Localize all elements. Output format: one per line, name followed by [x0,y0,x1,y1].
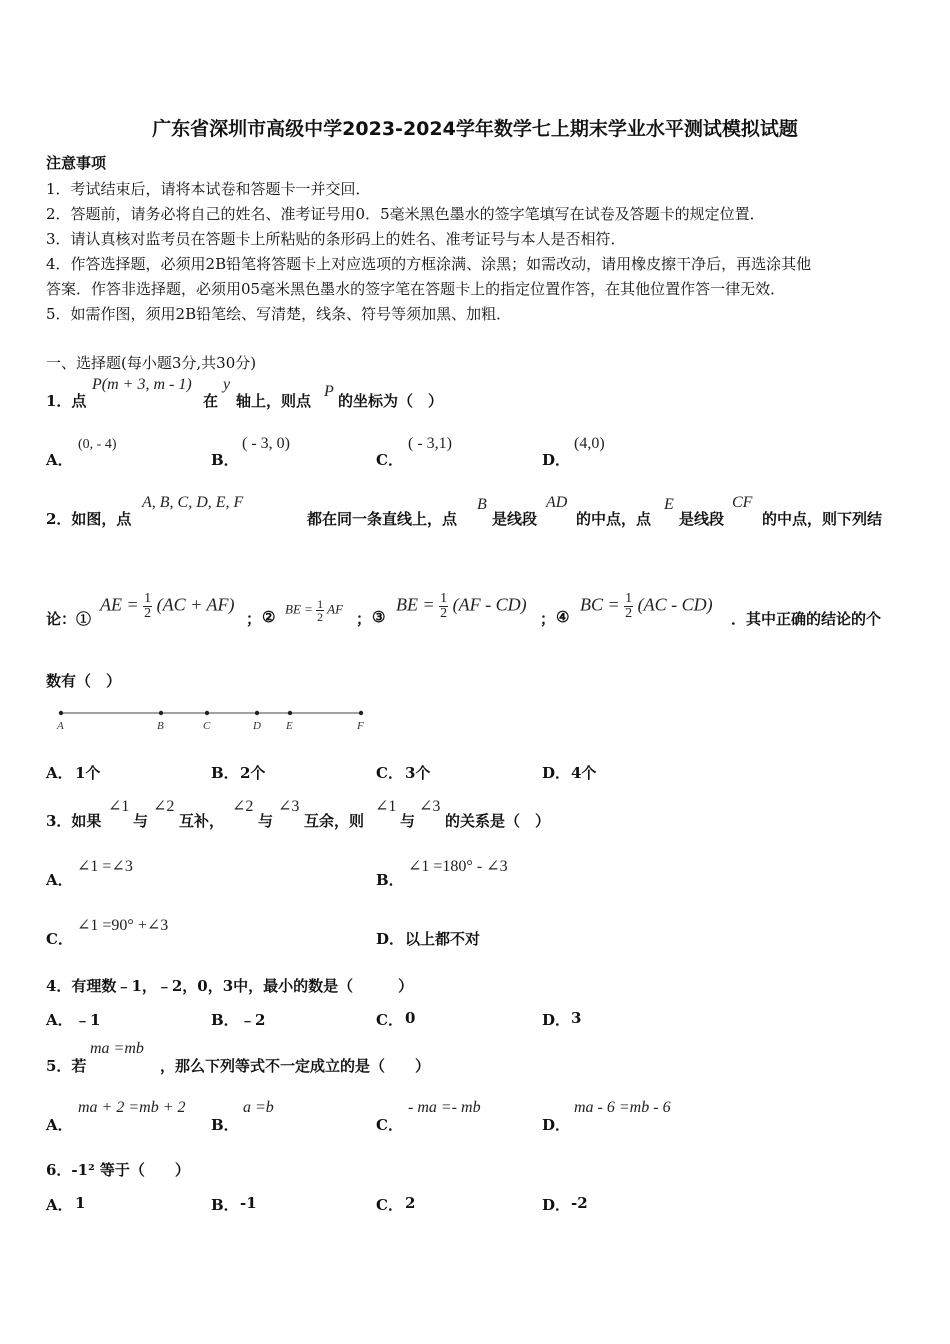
q3-option-a-label: A． [46,871,73,889]
fraction-half: $\frac{1}{2}$ [317,597,324,624]
q1-point-formula: P(m + 3, m - 1) [92,376,192,393]
q5-option-c-label: C． [376,1116,403,1134]
q2-option-a: 1个 [75,764,101,782]
q6-option-d: -2 [571,1194,588,1212]
page-title: 广东省深圳市高级中学2023-2024学年数学七上期末学业水平测试模拟试题 [152,118,798,140]
q2-text: 数有（ ） [46,672,122,690]
q2-text: ．其中正确的结论的个 [731,610,882,628]
q4-option-b: ﹣2 [240,1011,266,1029]
q2-option-a-label: A． [46,764,73,782]
q1-option-c: ( - 3,1) [408,435,452,452]
q6-option-b: -1 [240,1194,257,1212]
q2-option-b-label: B． [211,764,239,782]
point-d-label: D [253,720,261,732]
q2-point-b: B [477,496,487,513]
q2-statement-4 [580,592,713,621]
point-c-label: C [203,720,211,732]
fraction-half: $\frac{1}{2}$ [440,591,448,621]
point-a-dot [59,711,63,715]
q3-option-b: ∠1 =180° - ∠3 [408,858,508,875]
q2-option-d-label: D． [542,764,571,782]
q3-angle: ∠1 [375,798,397,815]
notice-item: 答案．作答非选择题，必须用05毫米黑色墨水的签字笔在答题卡上的指定位置作答，在其他位置作答一律无效． [46,280,786,298]
q5-text: ，那么下列等式不一定成立的是（ ） [160,1057,431,1075]
q3-angle: ∠2 [153,798,175,815]
q2-points: A, B, C, D, E, F [142,494,244,511]
q4-option-b-label: B． [211,1011,239,1029]
notice-heading: 注意事项 [46,154,107,172]
point-c-dot [205,711,209,715]
q6-option-b-label: B． [211,1196,239,1214]
q3-option-b-label: B． [376,871,404,889]
q6-option-d-label: D． [542,1196,571,1214]
q5-option-d: ma - 6 =mb - 6 [574,1099,671,1116]
q6-option-c: 2 [405,1194,416,1212]
fraction-half: $\frac{1}{2}$ [144,591,152,621]
q2-separator: ； [246,610,262,628]
q3-option-c: ∠1 =90° +∠3 [77,917,169,934]
q3-option-d-label: D． [376,930,405,948]
point-e-dot [288,711,292,715]
q4-option-c: 0 [405,1009,416,1027]
q4-option-a: ﹣1 [75,1011,101,1029]
q5-text: 5．若 [46,1057,87,1075]
q1-option-b: ( - 3, 0) [242,435,290,452]
q5-option-a: ma + 2 =mb + 2 [78,1099,186,1116]
point-d-dot [255,711,259,715]
q3-text: 与 [258,812,274,830]
q6-option-a: 1 [75,1194,86,1212]
q2-separator: ； [356,610,372,628]
q4-option-d: 3 [571,1009,582,1027]
q2-s4-rhs: (AC - CD) [637,594,713,615]
point-b-label: B [157,720,164,732]
point-e-label: E [286,720,293,732]
q3-angle: ∠1 [108,798,130,815]
q2-text: 是线段 [492,510,538,528]
q2-s3-lhs: BE = [396,594,435,615]
q3-angle: ∠2 [232,798,254,815]
notice-item: 1．考试结束后，请将本试卷和答题卡一并交回． [46,180,371,198]
notice-item: 4．作答选择题，必须用2B铅笔将答题卡上对应选项的方框涂满、涂黑；如需改动，请用橡皮擦干净后，再选涂其他 [46,255,812,273]
q5-option-b-label: B． [211,1116,239,1134]
q1-point-p: P [324,383,334,400]
q2-separator: ； [540,610,556,628]
q2-statement-3 [396,592,527,621]
q3-text: 的关系是（ ） [445,812,551,830]
q2-option-b: 2个 [240,764,266,782]
q2-option-c-label: C． [376,764,403,782]
q2-s1-lhs: AE = [100,594,139,615]
q3-text: 互余，则 [304,812,365,830]
q4-option-d-label: D． [542,1011,571,1029]
q3-option-a: ∠1 =∠3 [77,858,133,875]
q3-text: 互补， [179,812,225,830]
q6-stem: 6．-1² 等于（ ） [46,1161,190,1179]
q2-s4-lhs: BC = [580,594,620,615]
q6-option-c-label: C． [376,1196,403,1214]
point-f-label: F [357,720,364,732]
q2-text: 是线段 [679,510,725,528]
q4-option-c-label: C． [376,1011,403,1029]
q2-option-c: 3个 [405,764,431,782]
q2-circle-3: ③ [372,608,386,626]
notice-item: 2．答题前，请务必将自己的姓名、准考证号用0．5毫米黑色墨水的签字笔填写在试卷及答题卡的规定位置． [46,205,765,223]
q3-text: 与 [133,812,149,830]
q1-text: 在 [203,392,219,410]
q2-text: 都在同一条直线上，点 [307,510,458,528]
q3-option-c-label: C． [46,930,73,948]
q5-option-b: a =b [243,1099,274,1116]
q5-option-a-label: A． [46,1116,73,1134]
point-b-dot [159,711,163,715]
q2-circle-2: ② [262,608,276,626]
point-a-label: A [57,720,64,732]
q3-text: 3．如果 [46,812,102,830]
q4-stem: 4．有理数﹣1，﹣2，0，3中，最小的数是（ ） [46,977,414,995]
q1-option-d-label: D． [542,451,571,469]
q4-option-a-label: A． [46,1011,73,1029]
q1-option-a-label: A． [46,451,73,469]
q1-axis: y [223,376,231,393]
q2-text: 论：① [46,610,92,628]
q1-text: 轴上，则点 [236,392,312,410]
q3-text: 与 [400,812,416,830]
notice-item: 3．请认真核对监考员在答题卡上所粘贴的条形码上的姓名、准考证号与本人是否相符． [46,230,626,248]
point-f-dot [359,711,363,715]
q1-option-a: (0, - 4) [78,437,117,452]
q2-circle-4: ④ [556,608,570,626]
q3-option-d: 以上都不对 [405,930,481,948]
q5-option-c: - ma =- mb [408,1099,481,1116]
q2-text: 2．如图，点 [46,510,132,528]
q2-s2-lhs: BE = [285,601,313,617]
section-heading: 一、选择题(每小题3分,共30分) [46,354,257,372]
q2-point-e: E [664,496,674,513]
q1-option-b-label: B． [211,451,239,469]
fraction-half: $\frac{1}{2}$ [625,591,633,621]
q1-option-d: (4,0) [574,435,605,452]
q2-s3-rhs: (AF - CD) [452,594,527,615]
q2-line-figure [50,704,380,734]
q2-statement-2 [285,598,343,623]
q2-segment-ad: AD [546,494,568,511]
notice-item: 5．如需作图，须用2B铅笔绘、写清楚，线条、符号等须加黑、加粗． [46,305,512,323]
q2-segment-cf: CF [732,494,753,511]
q2-s1-rhs: (AC + AF) [156,594,235,615]
q5-condition: ma =mb [90,1040,144,1057]
q1-option-c-label: C． [376,451,403,469]
q2-s2-rhs: AF [327,601,344,617]
q3-angle: ∠3 [278,798,300,815]
q2-option-d: 4个 [571,764,597,782]
q3-angle: ∠3 [419,798,441,815]
q1-text: 的坐标为（ ） [338,392,444,410]
q6-option-a-label: A． [46,1196,73,1214]
q2-text: 的中点，则下列结 [762,510,883,528]
q2-text: 的中点，点 [576,510,652,528]
q5-option-d-label: D． [542,1116,571,1134]
q1-number: 1．点 [46,392,87,410]
q2-statement-1 [100,592,234,621]
